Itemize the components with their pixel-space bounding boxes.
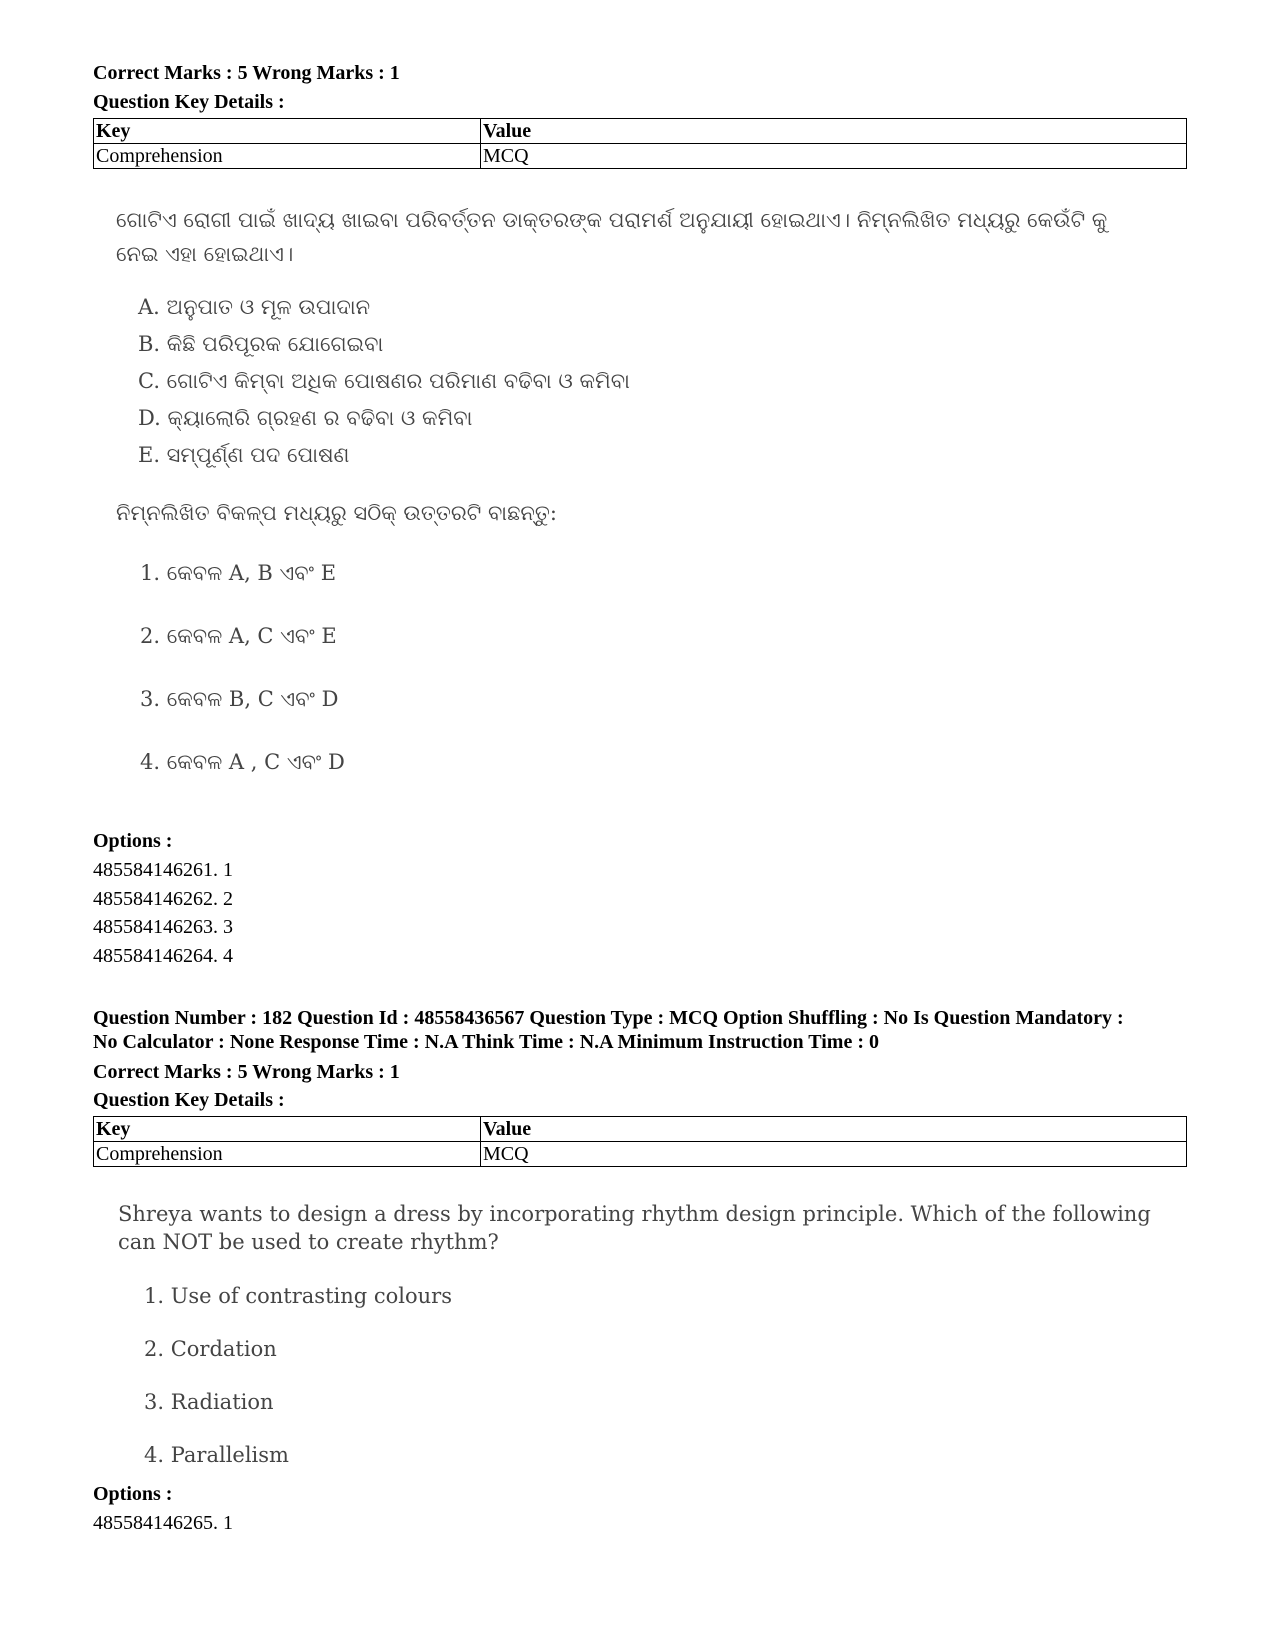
- marks-line: Correct Marks : 5 Wrong Marks : 1: [93, 1061, 400, 1083]
- statement-item: E. ସମ୍ପୂର୍ଣ୍ଣ ପଦ ପୋଷଣ: [138, 443, 350, 467]
- marks-line: Correct Marks : 5 Wrong Marks : 1: [93, 62, 400, 84]
- table-cell-key: Comprehension: [94, 1142, 481, 1167]
- table-cell-value: MCQ: [481, 144, 1187, 169]
- question-text: Shreya wants to design a dress by incorporating rhythm design principle. Which of the following can NOT be used to create rhythm?: [118, 1202, 1151, 1254]
- options-label: Options :: [93, 830, 173, 852]
- table-header-key: Key: [94, 119, 481, 144]
- table-cell-value: MCQ: [481, 1142, 1187, 1167]
- question-image: [116, 203, 1116, 794]
- statement-item: C. ଗୋଟିଏ କିମ୍ବା ଅଧିକ ପୋଷଣର ପରିମାଣ ବଢିବା ଓ କମିବା: [138, 369, 630, 393]
- key-details-table: [93, 1116, 1187, 1167]
- option-line: 485584146265. 1: [93, 1512, 233, 1534]
- statement-item: B. କିଛି ପରିପୂରକ ଯୋଗେଇବା: [138, 332, 384, 356]
- choice-item: 4. Parallelism: [144, 1443, 289, 1467]
- table-header-value: Value: [481, 1117, 1187, 1142]
- statement-item: A. ଅନୁପାତ ଓ ମୂଳ ଉପାଦାନ: [138, 295, 371, 319]
- statement-list: [138, 289, 1116, 474]
- option-line: 485584146261. 1: [93, 859, 233, 881]
- choice-item: 2. Cordation: [144, 1337, 277, 1361]
- table-cell-key: Comprehension: [94, 144, 481, 169]
- option-line: 485584146264. 4: [93, 945, 233, 967]
- statement-item: D. କ୍ୟାଲୋରି ଗ୍ରହଣ ର ବଢିବା ଓ କମିବା: [138, 406, 473, 430]
- question-header-line-1: Question Number : 182 Question Id : 48558436567 Question Type : MCQ Option Shuffling : No Is Question Mandatory :: [93, 1007, 1124, 1029]
- table-row: [94, 144, 1187, 169]
- options-label: Options :: [93, 1483, 173, 1505]
- table-header-row: [94, 119, 1187, 144]
- option-line: 485584146262. 2: [93, 888, 233, 910]
- choice-item: 3. କେବଳ B, C ଏବଂ D: [140, 687, 339, 711]
- choice-item: 3. Radiation: [144, 1390, 274, 1414]
- question-text: ଗୋଟିଏ ରୋଗୀ ପାଇଁ ଖାଦ୍ୟ ଖାଇବା ପରିବର୍ତ୍ତନ ଡାକ୍ତରଙ୍କ ପରାମର୍ଶ ଅନୁଯାୟୀ ହୋଇଥାଏ। ନିମ୍ନଲିଖିତ ମଧ୍ୟରୁ କେଉଁଟି କୁ ନେଇ ଏହା ହୋଇଥାଏ।: [116, 208, 1108, 266]
- question-image: [118, 1200, 1158, 1482]
- table-header-value: Value: [481, 119, 1187, 144]
- table-header-row: [94, 1117, 1187, 1142]
- choice-list: [140, 542, 1116, 794]
- question-header-line-2: No Calculator : None Response Time : N.A Think Time : N.A Minimum Instruction Time : 0: [93, 1031, 879, 1053]
- option-line: 485584146263. 3: [93, 916, 233, 938]
- key-details-label: Question Key Details :: [93, 91, 285, 113]
- choice-list: [144, 1270, 1158, 1482]
- choice-item: 2. କେବଳ A, C ଏବଂ E: [140, 624, 337, 648]
- table-row: [94, 1142, 1187, 1167]
- choice-item: 1. Use of contrasting colours: [144, 1284, 452, 1308]
- key-details-table: [93, 118, 1187, 169]
- choice-item: 4. କେବଳ A , C ଏବଂ D: [140, 750, 345, 774]
- choice-item: 1. କେବଳ A, B ଏବଂ E: [140, 561, 337, 585]
- instruction-text: ନିମ୍ନଲିଖିତ ବିକଳ୍ପ ମଧ୍ୟରୁ ସଠିକ୍ ଉତ୍ତରଟି ବାଛନ୍ତୁ:: [116, 501, 557, 525]
- key-details-label: Question Key Details :: [93, 1089, 285, 1111]
- table-header-key: Key: [94, 1117, 481, 1142]
